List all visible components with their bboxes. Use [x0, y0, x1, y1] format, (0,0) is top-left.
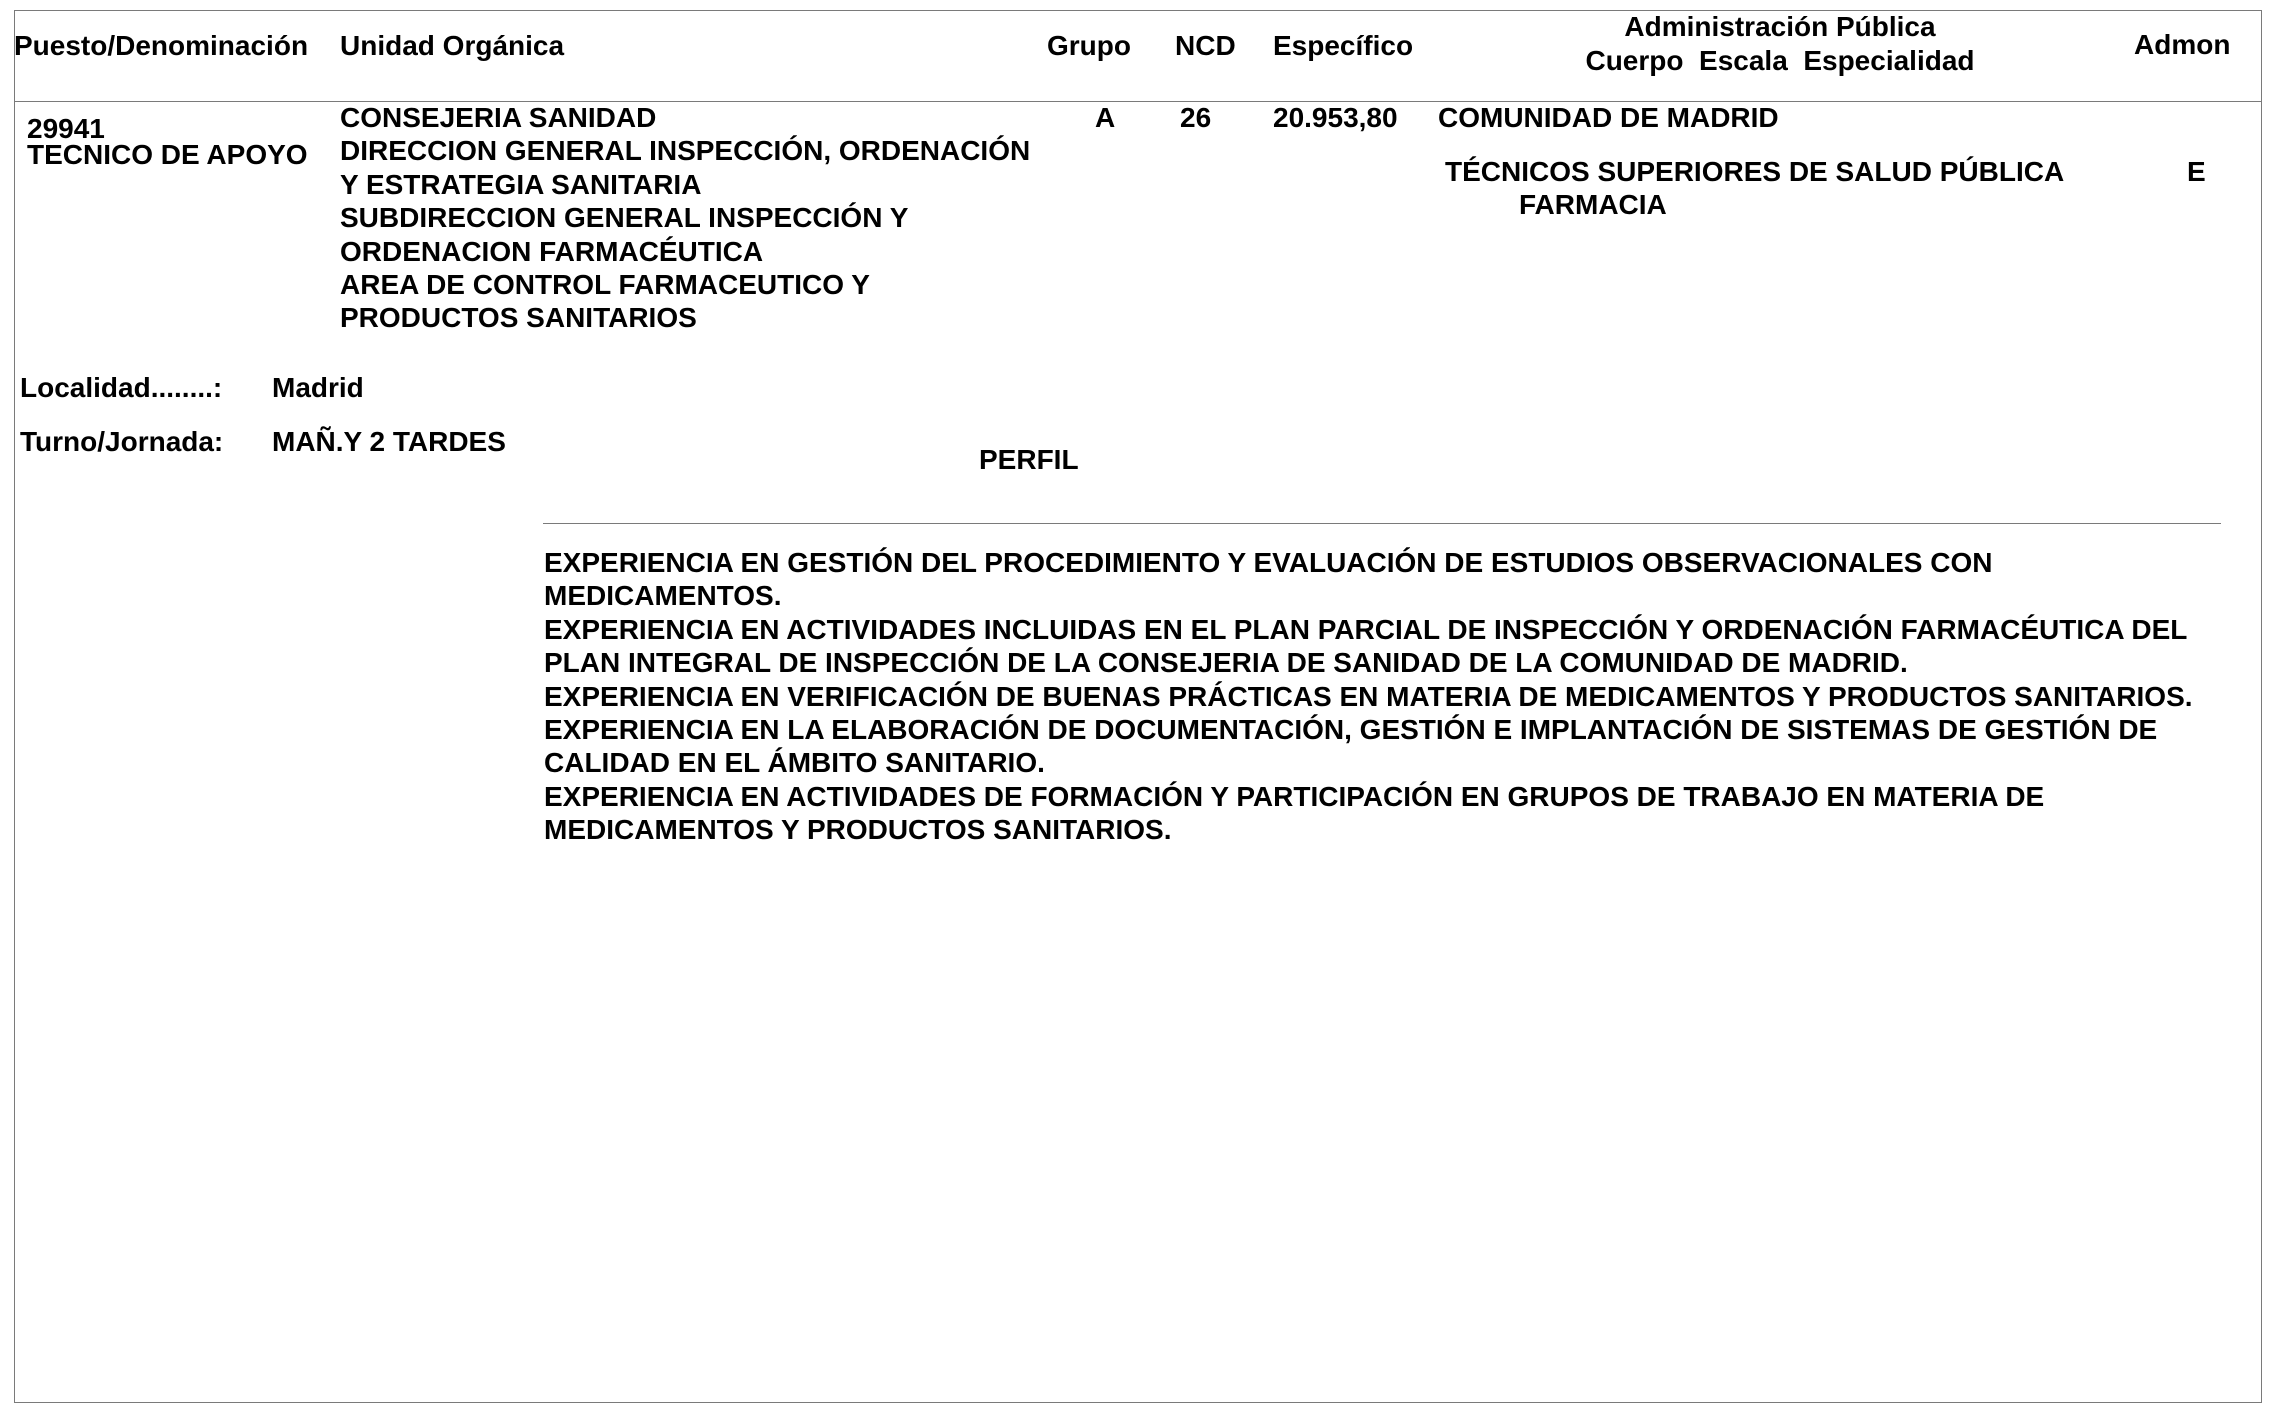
localidad-value: Madrid	[272, 372, 364, 403]
unidad-line: PRODUCTOS SANITARIOS	[340, 302, 697, 334]
perfil-divider	[543, 523, 2221, 524]
unidad-line: ORDENACION FARMACÉUTICA	[340, 235, 764, 267]
perfil-line: EXPERIENCIA EN VERIFICACIÓN DE BUENAS PRÁCTICAS EN MATERIA DE MEDICAMENTOS Y PRODUCTOS SANITARIOS.	[544, 680, 2193, 712]
record-administracion: COMUNIDAD DE MADRID	[1438, 102, 1779, 133]
record-cuerpo: TÉCNICOS SUPERIORES DE SALUD PÚBLICA	[1445, 156, 2065, 187]
record-especifico: 20.953,80	[1273, 102, 1398, 133]
unidad-line: DIRECCION GENERAL INSPECCIÓN, ORDENACIÓN	[340, 135, 1031, 167]
header-admin-publica: Administración Pública	[1624, 11, 1936, 42]
perfil-line: EXPERIENCIA EN LA ELABORACIÓN DE DOCUMENTACIÓN, GESTIÓN E IMPLANTACIÓN DE SISTEMAS DE GESTIÓN DE	[544, 713, 2158, 745]
unidad-line: AREA DE CONTROL FARMACEUTICO Y	[340, 268, 870, 300]
localidad-label: Localidad........:	[20, 372, 223, 403]
unidad-line: SUBDIRECCION GENERAL INSPECCIÓN Y	[340, 202, 909, 234]
header-grupo: Grupo	[1047, 30, 1131, 61]
unidad-line: CONSEJERIA SANIDAD	[340, 102, 657, 133]
turno-value: MAÑ.Y 2 TARDES	[272, 426, 506, 457]
header-especifico: Específico	[1273, 30, 1414, 61]
perfil-line: MEDICAMENTOS Y PRODUCTOS SANITARIOS.	[544, 814, 1172, 846]
header-ncd: NCD	[1175, 30, 1236, 61]
record-admon: E	[2187, 156, 2206, 187]
record-grupo: A	[1095, 102, 1116, 133]
perfil-line: CALIDAD EN EL ÁMBITO SANITARIO.	[544, 747, 1045, 779]
perfil-text	[544, 546, 2193, 847]
perfil-line: EXPERIENCIA EN ACTIVIDADES INCLUIDAS EN EL PLAN PARCIAL DE INSPECCIÓN Y ORDENACIÓN FARMACÉUTICA DEL	[544, 613, 2188, 645]
header-admon: Admon	[2134, 29, 2231, 60]
record-denominacion: TECNICO DE APOYO	[27, 139, 308, 170]
header-puesto: Puesto/Denominación	[14, 30, 309, 61]
record-unidad-organica	[340, 101, 1030, 335]
record-ncd: 26	[1180, 102, 1212, 133]
record-codigo: 29941	[27, 113, 105, 144]
perfil-line: EXPERIENCIA EN GESTIÓN DEL PROCEDIMIENTO Y EVALUACIÓN DE ESTUDIOS OBSERVACIONALES CON	[544, 547, 1993, 578]
turno-label: Turno/Jornada:	[20, 426, 224, 457]
perfil-line: EXPERIENCIA EN ACTIVIDADES DE FORMACIÓN Y PARTICIPACIÓN EN GRUPOS DE TRABAJO EN MATERIA DE	[544, 780, 2045, 812]
header-unidad: Unidad Orgánica	[340, 30, 565, 61]
perfil-title: PERFIL	[979, 444, 1079, 475]
perfil-line: PLAN INTEGRAL DE INSPECCIÓN DE LA CONSEJERIA DE SANIDAD DE LA COMUNIDAD DE MADRID.	[544, 647, 1908, 679]
header-cuerpo-escala: Cuerpo Escala Especialidad	[1585, 45, 1975, 76]
perfil-line: MEDICAMENTOS.	[544, 580, 782, 612]
record-especialidad: FARMACIA	[1519, 189, 1667, 220]
unidad-line: Y ESTRATEGIA SANITARIA	[340, 168, 702, 200]
